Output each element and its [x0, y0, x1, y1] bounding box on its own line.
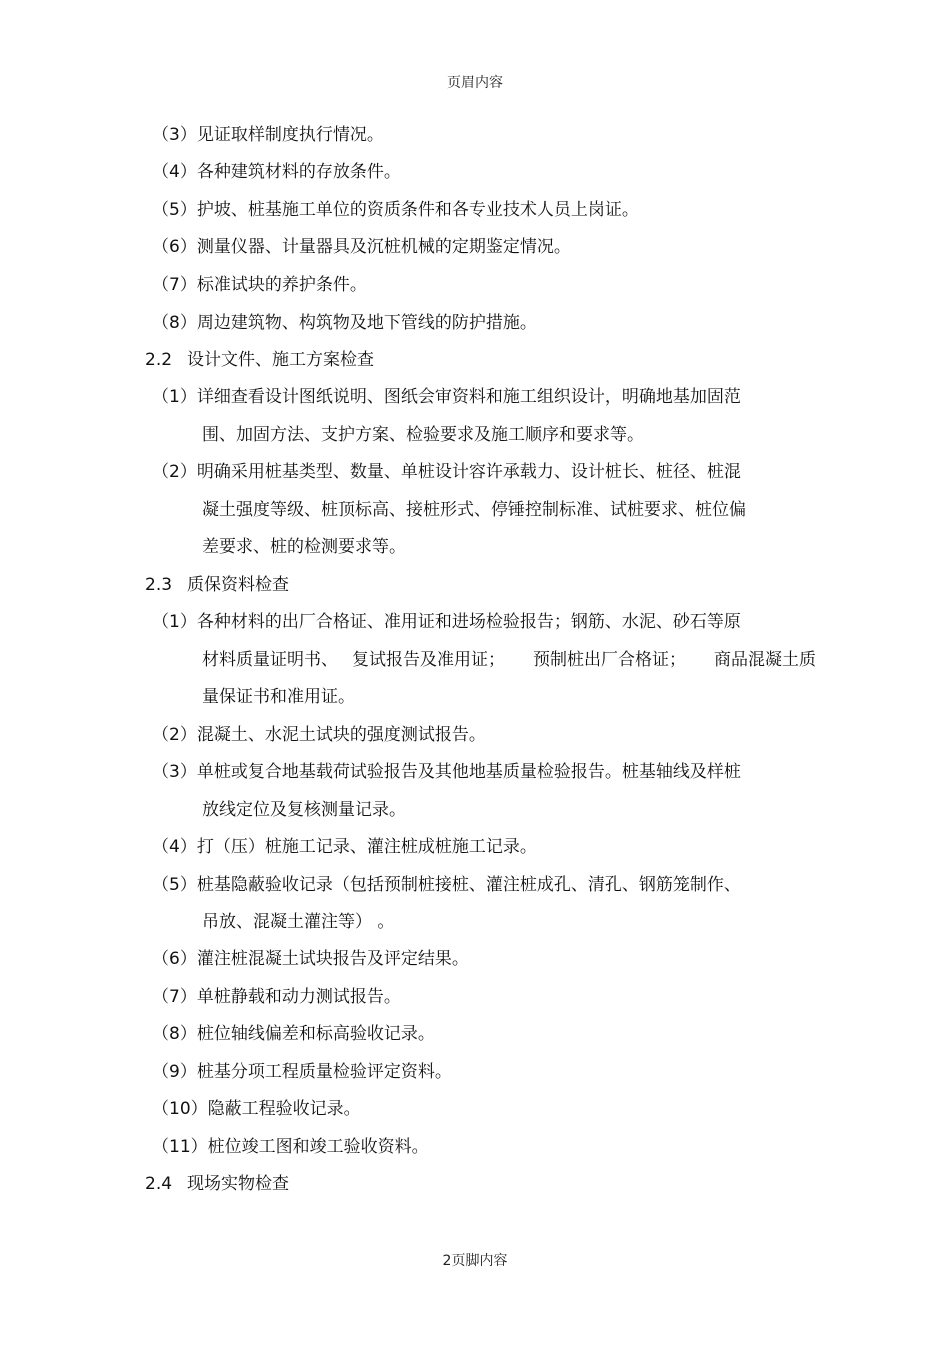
- section-number: 2.4: [145, 1174, 173, 1194]
- list-item: （3）单桩或复合地基载荷试验报告及其他地基质量检验报告。桩基轴线及样桩: [152, 762, 741, 782]
- list-item: （5）桩基隐蔽验收记录（包括预制桩接桩、灌注桩成孔、清孔、钢筋笼制作、: [152, 875, 741, 895]
- list-item-continuation: [202, 649, 816, 671]
- list-item-continuation: 凝土强度等级、桩顶标高、接桩形式、停锤控制标准、试桩要求、桩位偏: [202, 500, 746, 520]
- list-item: （7）单桩静载和动力测试报告。: [152, 987, 401, 1007]
- list-item: （6）测量仪器、计量器具及沉桩机械的定期鉴定情况。: [152, 237, 571, 257]
- list-item: （5）护坡、桩基施工单位的资质条件和各专业技术人员上岗证。: [152, 200, 639, 220]
- text-segment: 复试报告及准用证；: [352, 650, 505, 670]
- section-title: 质保资料检查: [187, 575, 289, 595]
- list-item: （2）明确采用桩基类型、数量、单桩设计容许承载力、设计桩长、桩径、桩混: [152, 462, 741, 482]
- section-title: 设计文件、施工方案检查: [187, 350, 374, 370]
- section-number: 2.2: [145, 350, 173, 370]
- text-segment: 预制桩出厂合格证；: [533, 650, 686, 670]
- text-segment: 材料质量证明书、: [202, 650, 338, 670]
- section-number: 2.3: [145, 575, 173, 595]
- section-heading: [145, 349, 374, 371]
- list-item: （9）桩基分项工程质量检验评定资料。: [152, 1062, 452, 1082]
- list-item-continuation: 放线定位及复核测量记录。: [202, 800, 406, 820]
- list-item: （8）周边建筑物、构筑物及地下管线的防护措施。: [152, 313, 537, 333]
- list-item-continuation: 吊放、混凝土灌注等） 。: [202, 912, 395, 932]
- list-item-continuation: 量保证书和准用证。: [202, 687, 355, 707]
- list-item-continuation: 围、加固方法、支护方案、检验要求及施工顺序和要求等。: [202, 425, 644, 445]
- list-item: （1）各种材料的出厂合格证、准用证和进场检验报告；钢筋、水泥、砂石等原: [152, 612, 741, 632]
- list-item: （4）打（压）桩施工记录、灌注桩成桩施工记录。: [152, 837, 537, 857]
- list-item: （7）标准试块的养护条件。: [152, 275, 367, 295]
- text-segment: 商品混凝土质: [714, 650, 816, 670]
- page-footer: 2页脚内容: [442, 1253, 508, 1269]
- list-item: （2）混凝土、水泥土试块的强度测试报告。: [152, 725, 486, 745]
- list-item: （3）见证取样制度执行情况。: [152, 125, 384, 145]
- section-heading: [145, 574, 289, 596]
- list-item: （4）各种建筑材料的存放条件。: [152, 162, 401, 182]
- section-heading: [145, 1173, 289, 1195]
- page-header: 页眉内容: [447, 75, 503, 91]
- list-item: （11）桩位竣工图和竣工验收资料。: [152, 1137, 429, 1157]
- section-title: 现场实物检查: [187, 1174, 289, 1194]
- list-item: （8）桩位轴线偏差和标高验收记录。: [152, 1024, 435, 1044]
- list-item-continuation: 差要求、桩的检测要求等。: [202, 537, 406, 557]
- list-item: （1）详细查看设计图纸说明、图纸会审资料和施工组织设计，明确地基加固范: [152, 387, 741, 407]
- list-item: （6）灌注桩混凝土试块报告及评定结果。: [152, 949, 469, 969]
- list-item: （10）隐蔽工程验收记录。: [152, 1099, 361, 1119]
